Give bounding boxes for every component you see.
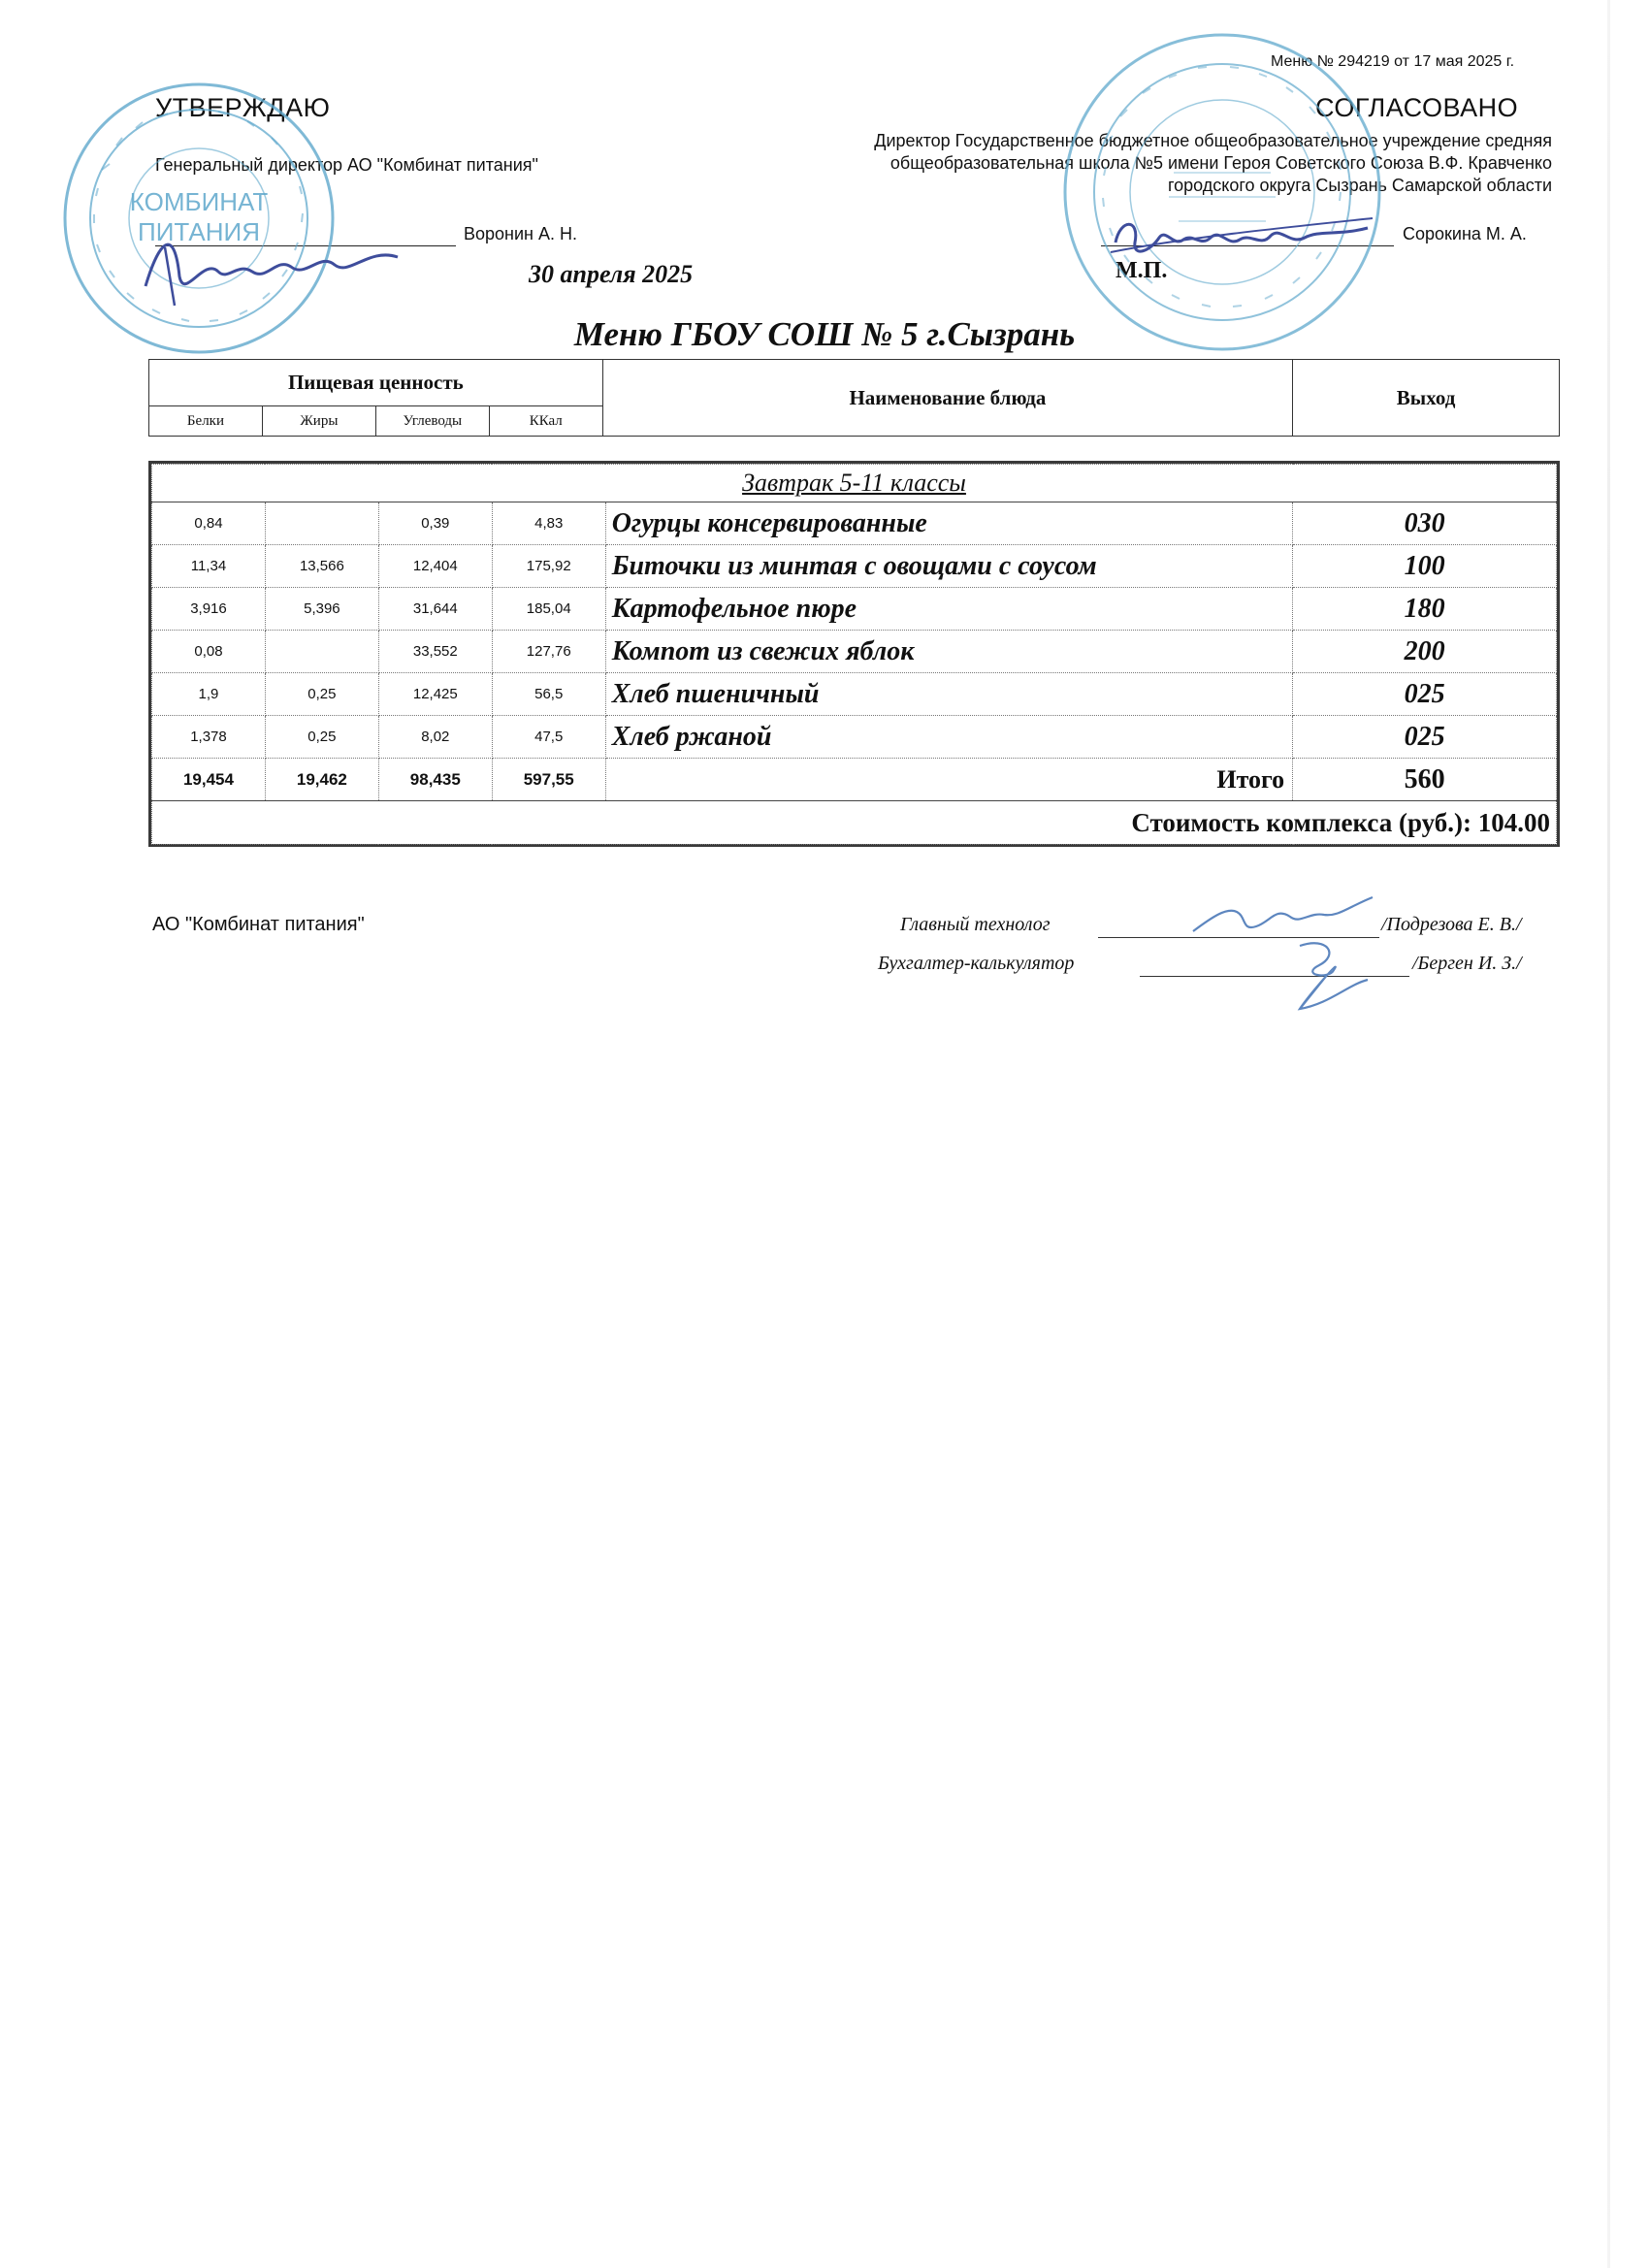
technologist-name: /Подрезова Е. В./ (1381, 914, 1522, 935)
approve-date: 30 апреля 2025 (529, 260, 694, 288)
fat-cell: 0,25 (265, 673, 378, 716)
dish-name-cell: Огурцы консервированные (605, 502, 1293, 545)
total-fat-cell: 19,462 (265, 759, 378, 801)
dish-name-header: Наименование блюда (602, 360, 1292, 437)
fat-cell (265, 502, 378, 545)
seal-text-line: КОМБИНАТ (129, 187, 269, 216)
kcal-cell: 47,5 (492, 716, 605, 759)
carbs-cell: 31,644 (378, 588, 492, 631)
fat-cell: 0,25 (265, 716, 378, 759)
agree-signature-line (1101, 245, 1394, 246)
total-output-cell: 560 (1293, 759, 1557, 801)
meal-section-title: Завтрак 5-11 классы (152, 465, 1557, 502)
accountant-label: Бухгалтер-калькулятор (878, 953, 1075, 974)
table-row (152, 502, 1557, 545)
output-cell: 200 (1293, 631, 1557, 673)
total-carbs-cell: 98,435 (378, 759, 492, 801)
dish-name-cell: Хлеб ржаной (605, 716, 1293, 759)
protein-cell: 11,34 (152, 545, 266, 588)
carbs-cell: 33,552 (378, 631, 492, 673)
fat-cell (265, 631, 378, 673)
output-cell: 180 (1293, 588, 1557, 631)
footer-organization: АО "Комбинат питания" (152, 914, 365, 935)
kcal-cell: 185,04 (492, 588, 605, 631)
menu-header-table (148, 359, 1560, 437)
agree-heading: СОГЛАСОВАНО (1315, 93, 1519, 122)
dish-name-cell: Компот из свежих яблок (605, 631, 1293, 673)
menu-table (151, 464, 1557, 845)
table-row (152, 545, 1557, 588)
accountant-signature-line (1140, 976, 1409, 977)
carbs-cell: 0,39 (378, 502, 492, 545)
carbs-header: Углеводы (375, 406, 489, 437)
total-kcal-cell: 597,55 (492, 759, 605, 801)
protein-cell: 1,378 (152, 716, 266, 759)
dish-name-cell: Биточки из минтая с овощами с соусом (605, 545, 1293, 588)
total-row (152, 759, 1557, 801)
kcal-cell: 127,76 (492, 631, 605, 673)
protein-header: Белки (149, 406, 263, 437)
accountant-signature (1271, 926, 1387, 1014)
nutrition-group-header: Пищевая ценность (149, 360, 603, 406)
approve-position: Генеральный директор АО "Комбинат питания" (155, 155, 538, 175)
kcal-cell: 175,92 (492, 545, 605, 588)
fat-cell: 13,566 (265, 545, 378, 588)
table-row (152, 631, 1557, 673)
kcal-cell: 56,5 (492, 673, 605, 716)
agree-position-line: городского округа Сызрань Самарской области (1167, 176, 1552, 195)
seal-text-line: ПИТАНИЯ (138, 217, 260, 246)
approve-heading: УТВЕРЖДАЮ (155, 93, 331, 122)
technologist-label: Главный технолог (900, 914, 1051, 935)
signature-text: Сорокина (1145, 238, 1149, 239)
carbs-cell: 12,425 (378, 673, 492, 716)
dish-name-cell: Хлеб пшеничный (605, 673, 1293, 716)
table-row (152, 588, 1557, 631)
technologist-signature-line (1098, 937, 1379, 938)
agree-name: Сорокина М. А. (1403, 224, 1527, 243)
menu-table-frame (148, 461, 1560, 847)
output-cell: 025 (1293, 673, 1557, 716)
signature-text: Воронин (175, 286, 179, 287)
stamp-place-label: М.П. (1116, 258, 1168, 283)
menu-number: Меню № 294219 от 17 мая 2025 г. (1271, 53, 1515, 70)
protein-cell: 1,9 (152, 673, 266, 716)
approve-signature-line (155, 245, 456, 246)
output-cell: 025 (1293, 716, 1557, 759)
total-label: Итого (605, 759, 1293, 801)
protein-cell: 0,08 (152, 631, 266, 673)
kcal-cell: 4,83 (492, 502, 605, 545)
protein-cell: 0,84 (152, 502, 266, 545)
output-cell: 100 (1293, 545, 1557, 588)
dish-name-cell: Картофельное пюре (605, 588, 1293, 631)
complex-cost: Стоимость комплекса (руб.): 104.00 (152, 801, 1557, 845)
agree-position-line: общеобразовательная школа №5 имени Героя Советского Союза В.Ф. Кравченко (889, 153, 1552, 173)
agree-position-line: Директор Государственное бюджетное общеобразовательное учреждение средняя (874, 131, 1552, 150)
accountant-name: /Берген И. З./ (1412, 953, 1522, 974)
carbs-cell: 8,02 (378, 716, 492, 759)
total-protein-cell: 19,454 (152, 759, 266, 801)
protein-cell: 3,916 (152, 588, 266, 631)
output-cell: 030 (1293, 502, 1557, 545)
principal-signature (1106, 199, 1377, 267)
seal-ring-lettering (94, 110, 303, 321)
carbs-cell: 12,404 (378, 545, 492, 588)
technologist-signature (1183, 888, 1387, 956)
document-title: Меню ГБОУ СОШ № 5 г.Сызрань (573, 315, 1076, 353)
approve-name: Воронин А. Н. (464, 224, 577, 243)
director-signature (136, 218, 407, 315)
table-row (152, 673, 1557, 716)
output-header: Выход (1293, 360, 1560, 437)
table-row (152, 716, 1557, 759)
fat-header: Жиры (262, 406, 375, 437)
fat-cell: 5,396 (265, 588, 378, 631)
kcal-header: ККал (489, 406, 602, 437)
agree-position (766, 130, 1552, 197)
